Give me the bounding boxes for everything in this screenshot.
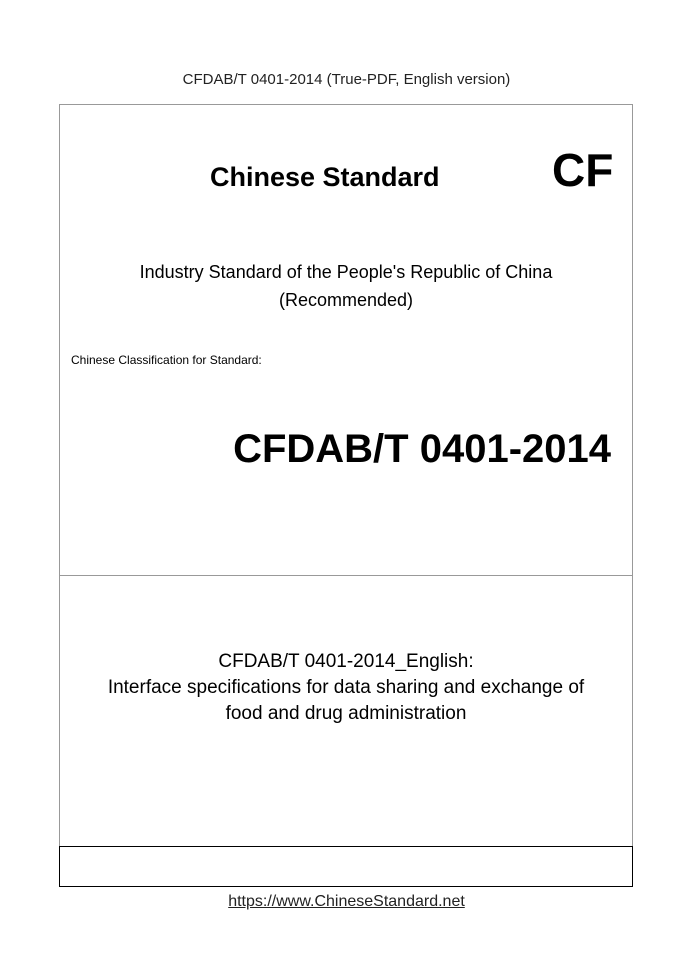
document-header-title: CFDAB/T 0401-2014 (True-PDF, English version)	[182, 71, 511, 88]
standard-code: CFDAB/T 0401-2014	[233, 427, 611, 471]
classification-label: Chinese Classification for Standard:	[71, 353, 262, 367]
document-title-block	[60, 649, 632, 727]
cover-frame	[59, 104, 633, 887]
chinese-standard-heading: Chinese Standard	[210, 162, 440, 192]
footer-website-link[interactable]: https://www.ChineseStandard.net	[228, 893, 465, 910]
cover-top-panel	[60, 105, 632, 576]
title-line-3: food and drug administration	[225, 703, 467, 724]
industry-line-2: (Recommended)	[278, 290, 414, 310]
industry-line-1: Industry Standard of the People's Republic of China	[139, 262, 553, 282]
bottom-empty-box	[59, 846, 633, 887]
title-line-2: Interface specifications for data sharing and exchange of	[107, 677, 585, 698]
industry-standard-text	[60, 258, 632, 314]
title-line-1: CFDAB/T 0401-2014_English:	[218, 651, 474, 672]
cf-mark: CF	[552, 144, 614, 196]
